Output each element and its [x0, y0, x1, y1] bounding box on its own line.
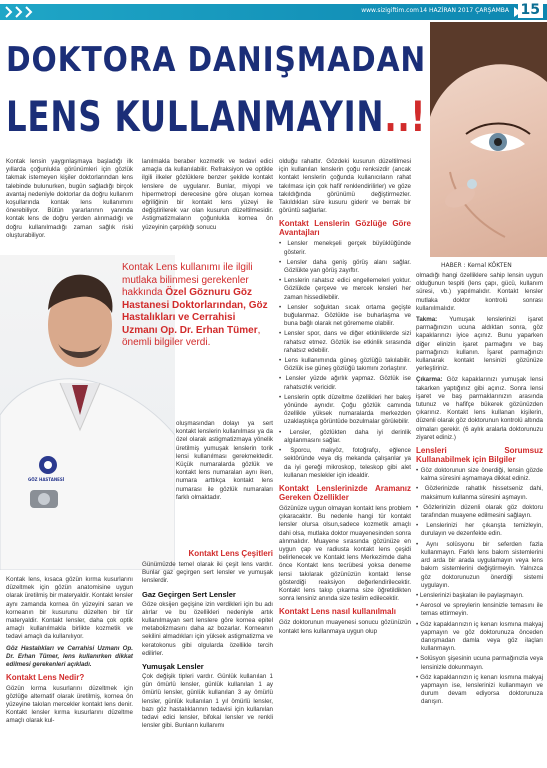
- woman-contact-lens-photo: [430, 22, 547, 257]
- column-2-top: [142, 158, 273, 235]
- site-url[interactable]: www.sizigiftim.com: [361, 7, 419, 14]
- headline-text-2: LENS KULLANMAYIN: [6, 92, 385, 141]
- list-item: • Lensler yüzde ağırlık yapmaz. Gözlük ise rahatsızlık vericidir.: [279, 375, 411, 391]
- contact-lens-photo-illustration: [430, 22, 547, 257]
- insertion-text: Yumuşak lenslerinizi işaret parmağınızın ucuna aldıktan sonra, göz kapaklarınızı iyice açınız. Bunu yaparken diğer elinizin işaret parmağını ve baş parmağınızı kullanın. İşaret parmağınızı kullanarak kontakt lensinizi gözünüze yerleştiriniz.: [416, 316, 543, 373]
- pull-quote-doctor: Özel Göznuru Göz Hastanesi Doktorlarından, Göz Hastalıkları ve Cerrahisi Uzmanı Op. Dr. Erhan Tümer: [122, 287, 268, 336]
- page-header-bar: [0, 0, 547, 22]
- how-to-use-text: Göz doktorunun muayenesi sonucu gözünüzün kontakt lens kullanmaya uygun olup: [279, 619, 411, 635]
- column-4: [416, 272, 543, 709]
- headline-line-1: DOKTORA DANIŞMADAN: [6, 40, 427, 80]
- list-item: • Aerosol ve spreylerin lensinizle temasını ile temas ettirmeyin.: [416, 602, 543, 618]
- heading-advantages: Kontakt Lenslerin Gözlüğe Göre Avantajları: [279, 219, 411, 238]
- intro-paragraph: [6, 158, 133, 243]
- insertion-paragraph: [416, 316, 543, 373]
- page-number: 15: [518, 2, 543, 18]
- chevron-right-icon: [24, 4, 34, 20]
- headline-exclamation: ..!: [384, 92, 427, 141]
- pull-quote-intro: Kontak Lens kullanımı ile ilgili mutlaka bilinmesi gerekenler hakkında: [122, 262, 253, 298]
- features-text: Gözünüze uygun olmayan kontakt lens problem çıkaracaktır. Bu nedenle hangi tür kontakt lensler olursa olsun,sadece kozmetik amaçlı dahi olsa, mutlaka doktor muayenesinden sonra alınmalıdır. Muayene sırasında gözünüze en uygun çap ve radiusta kontakt lens çeşidi belirlenecek ve Kontakt lens Merkezimde daha önce Kontakt lens tecrübesi yoksa deneme lensi takılarak gözünüzün kontakt lense gösterdiği reaksiyon değerlendirilecektir. Kontakt lens takıp çıkarma size öğretildikten sonra lensiniz anında size teslim edilecektir.: [279, 504, 411, 603]
- heading-what-is: Kontakt Lens Nedir?: [6, 672, 85, 682]
- column-3-top-text: olduğu rahattır. Gözdeki kusurun düzeltilmesi için kullanılan lenslerin çoğu renksizdir (ancak kontakt lenslerin çoğunda kullanıcıların rahat takılması için çok hafif renklendirilirler) ve göze takıldığında görünümü değiştirmezler. Takıldıkları süre kusuru giderir ve berrak bir görüntü sağlarlar.: [279, 158, 411, 215]
- column-2-bottom: [142, 545, 273, 733]
- column-1-bottom: [6, 576, 133, 729]
- removal-text: Göz kapaklarınızı yumuşak lensi takarken yaptığınız gibi açınız. Sonra lensi işaret ve baş parmaklarınızın arasında tutunuz ve hafifçe bükerek gözünüzden çıkarınız. Kontakt lens kullanan kişilerin, düzenli olarak göz doktorunun kontrolü altında olmaları gerekir. (6 aylık aralarla doktorunuzu ziyaret ediniz.): [416, 376, 543, 441]
- issue-date: 14 HAZİRAN 2017 ÇARŞAMBA: [419, 7, 509, 14]
- heading-responsible-use: Lensleri Sorumsuz Kullanabilmek için Bilgiler: [416, 446, 543, 465]
- pull-quote: [122, 262, 272, 350]
- advantages-list: [279, 240, 411, 479]
- doctor-caption: Göz Hastalıkları ve Cerrahisi Uzmanı Op. Dr. Erhan Tümer, lens kullanırken dikkat edilmesi gerekenleri açıkladı.: [6, 644, 133, 668]
- removal-label: Çıkarma:: [416, 376, 443, 384]
- column-2-mid-text: oluşmasından dolayı ya sert kontakt lenslerin kullanılması ya da özel olarak astigmatizmaya yönelik üretilmiş yumuşak lenslerin torik lensi kullanılması gerekmektedir. Küçük numaralarda gözlük ve kontakt lens numaraları aynı iken, numara arttıkça kontakt lens numarası ile gözlük numaraları farklı olmaktadır.: [176, 420, 273, 501]
- responsible-use-list: [416, 467, 543, 706]
- list-item: • Sporcu, makyöz, fotoğrafçı, eğlence sektöründe veya diş mekanda çalışanlar ya da iyi gereği mikroskop, teleskop gibi alet kullanan meslekler için idealdir.: [279, 447, 411, 480]
- insertion-label: Takma:: [416, 316, 438, 324]
- heading-lens-types: Kontakt Lens Çeşitleri: [188, 549, 273, 558]
- column-2-top-text: lanılmakla beraber kozmetik ve tedavi edici amaçla da kullanılabilir. Refraksiyon ve optikle ilgili ilkeler gözlüklere benzer şekilde kontakt lenslere de uygulanır. Bunlar, miyopi ve hipermetropi derecesine göre oluşan kornea eğriliğinin bir kontakt lens yüzeyi ile değiştirilerek var olan kusurun düzeltilmesidir. Astigmatizmaların çoğunlukla kornea ön yüzeyinin çarpıklığı sonucu: [142, 158, 273, 231]
- soft-lens-text: Çok değişik tipleri vardır. Günlük kullanılan 1 gün ömürlü lensler, günlük kullanılan 1 ay ömürlü lensler, günlük kullanılan 3 ay ömürlü lensler, günlük kullanılan 1 yıl ömürlü lensler, bazı göz hastalıklarının tedavisi için kullanılan tedavi edici lensler, bifokal lensler ve renkli lensler gibi. Bunların kullanımı: [142, 673, 273, 730]
- list-item: • Lenslerinizi başkaları ile paylaşmayın.: [416, 592, 543, 600]
- list-item: • Lens kullanımında güneş gözlüğü takılabilir. Gözlük ise güneş gözlüğü takımını zorlaştırır.: [279, 357, 411, 373]
- list-item: • Lenslerin optik düzeltme özellikleri her bakış yönünde aynıdır. Çoğu gözlük camında özellikle yüksek numaralarda merkezden uzaklaştıkça görüntüde bozulmalar görülebilir.: [279, 394, 411, 427]
- headline-line-2: [6, 92, 426, 141]
- list-item: • Lensler soğuktan sıcak ortama geçişte buğulanmaz. Gözlükte ise buharlaşma ve buna bağlı olarak net görememe olabilir.: [279, 304, 411, 329]
- list-item: • Solüsyon şişesinin ucuna parmağınızla veya lensinizle dokunmayın.: [416, 655, 543, 671]
- intro-text: Kontak lensin yaygınlaşmaya başladığı ilk yıllarda çoğunlukla görünümleri için gözlük takmak istemeyen kişiler doktorlarından lens talebinde bulunurken, bugün sağladığı birçok avantaj nedeniyle doktorlar da doğru kullanım koşullarında kontak lens kullanımını önerebiliyor. Bütün yararlarının yanında kontak lens de doğru yerden alınmadığı ve doğru kullanılmadığı zaman sağlık riski oluşturabiliyor.: [6, 158, 133, 239]
- list-item: • Göz kapaklarınızın iç kenarı kısmına makyaj yapmayın ise, lenslerinizi kullanmayın ve durum devam ediyorsa doktorunuza danışın.: [416, 674, 543, 707]
- list-item: • Gözlerinizin düzenli olarak göz doktoru tarafından muayene edilmesini sağlayın.: [416, 504, 543, 520]
- lens-types-text: Günümüzde temel olarak iki çeşit lens vardır. Bunlar gaz geçirgen sert lensler ve yumuşak lenslerdir.: [142, 561, 273, 585]
- column-4-top-text: olmadığı hangi özelliklere sahip lensin uygun olduğunun tespiti (lens çapı, gücü, kullanım süresi, vb.) yapılmalıdır. Kontakt lensler mutlaka doktor kontrolü sonrası kullanılmalıdır.: [416, 272, 543, 312]
- hospital-logo-text: GÖZ HASTANESİ: [28, 477, 65, 482]
- list-item: • Lenslerinizi her çıkarışta temizleyin, durulayın ve dezenfekte edin.: [416, 522, 543, 538]
- list-item: • Lensler spor, dans ve diğer etkinliklerde sizi rahatsız etmez. Gözlük ise etkinlik sırasında rahatsız edebilir.: [279, 330, 411, 355]
- column-2-mid: [176, 420, 273, 505]
- rigid-gas-text: Göze oksijen geçişine izin verdikleri için bu adı alırlar ve bu özellikleri nedeniyle artık kullanılmayan sert lenslere göre kornea epitel metabolizmasını daha az bozarlar. Korneanın sekilini almadıkları için yüksek astigmatizma ve keratokonus gibi olgularda özellikle tercih edilirler.: [142, 600, 273, 657]
- list-item: • Aynı solüsyonu bir seferden fazla kullanmayın. Farklı lens bakım sistemlerini ard arda bir arada uygulamayın veya lens bakım sistemlerini değiştirmeyin. Yalnızca göz doktorunuzun önerdiği sistemi uygulayın.: [416, 541, 543, 590]
- list-item: • Lensler, gözlükten daha iyi derinlik algılanmasını sağlar.: [279, 429, 411, 445]
- heading-features: Kontakt Lenslerinizde Aramanız Gereken Özellikler: [279, 483, 411, 502]
- heading-how-to-use: Kontakt Lens nasıl kullanılmalı: [279, 607, 396, 617]
- what-is-text: Gözün kırma kusurlarını düzeltmek için gözlüğe alternatif olarak üretilmiş, kornea ön yüzeyine takılan mercekler kontakt lens denir. Kontakt lensler kırma kusurlarını düzeltme amaçlı olarak kul-: [6, 684, 133, 725]
- removal-paragraph: [416, 376, 543, 442]
- heading-soft-lens: Yumuşak Lensler: [142, 662, 204, 672]
- chevron-right-icon: [4, 4, 14, 20]
- chevron-right-icon: [14, 4, 24, 20]
- column-3: [279, 158, 411, 639]
- list-item: • Lensler daha geniş görüş alanı sağlar. Gözlükte yan görüş zayıftır.: [279, 259, 411, 275]
- list-item: • Göz doktorunun size önerdiği, lensin gözde kalma süresini aşmamaya dikkat ediniz.: [416, 467, 543, 483]
- reporter-byline: HABER : Kemal KÖKTEN: [441, 262, 512, 269]
- list-item: • Lensler menekşeli gerçek büyüklüğünde gösterir.: [279, 240, 411, 256]
- definition-text: Kontak lens, kısaca gözün kırma kusurlarını düzeltmek için gözün anatomisine uygun olarak üretilmiş bir materyaldir. Kontakt lensler aynı zamanda kornea ön yüzeyini saran ve korneanın bir kusurunu düzelten bir tür materyaldir. Kontakt lensler, daha çok optik amaçlı kullanılmakla birlikte kozmetik ve tedavi amaçlı da kullanılıyor.: [6, 576, 133, 641]
- heading-rigid-gas: Gaz Geçirgen Sert Lensler: [142, 589, 236, 599]
- pull-quote-end: , önemli bilgiler verdi.: [122, 324, 261, 348]
- list-item: • Lenslerin rahatsız edici engellemeleri yoktur. Gözlükde çerçeve ve mercek lensleri her zaman hissedilebilir.: [279, 277, 411, 302]
- list-item: • Göz kapaklarınızın iç kenarı kısmına makyaj yapmayın ve göz doktorunuza önceden danışmadan damla veya göz ilaçları kullanmayın.: [416, 621, 543, 654]
- list-item: • Gözlerinizde rahatlık hissetseniz dahi, maksimum kullanma süresini aşmayın.: [416, 485, 543, 501]
